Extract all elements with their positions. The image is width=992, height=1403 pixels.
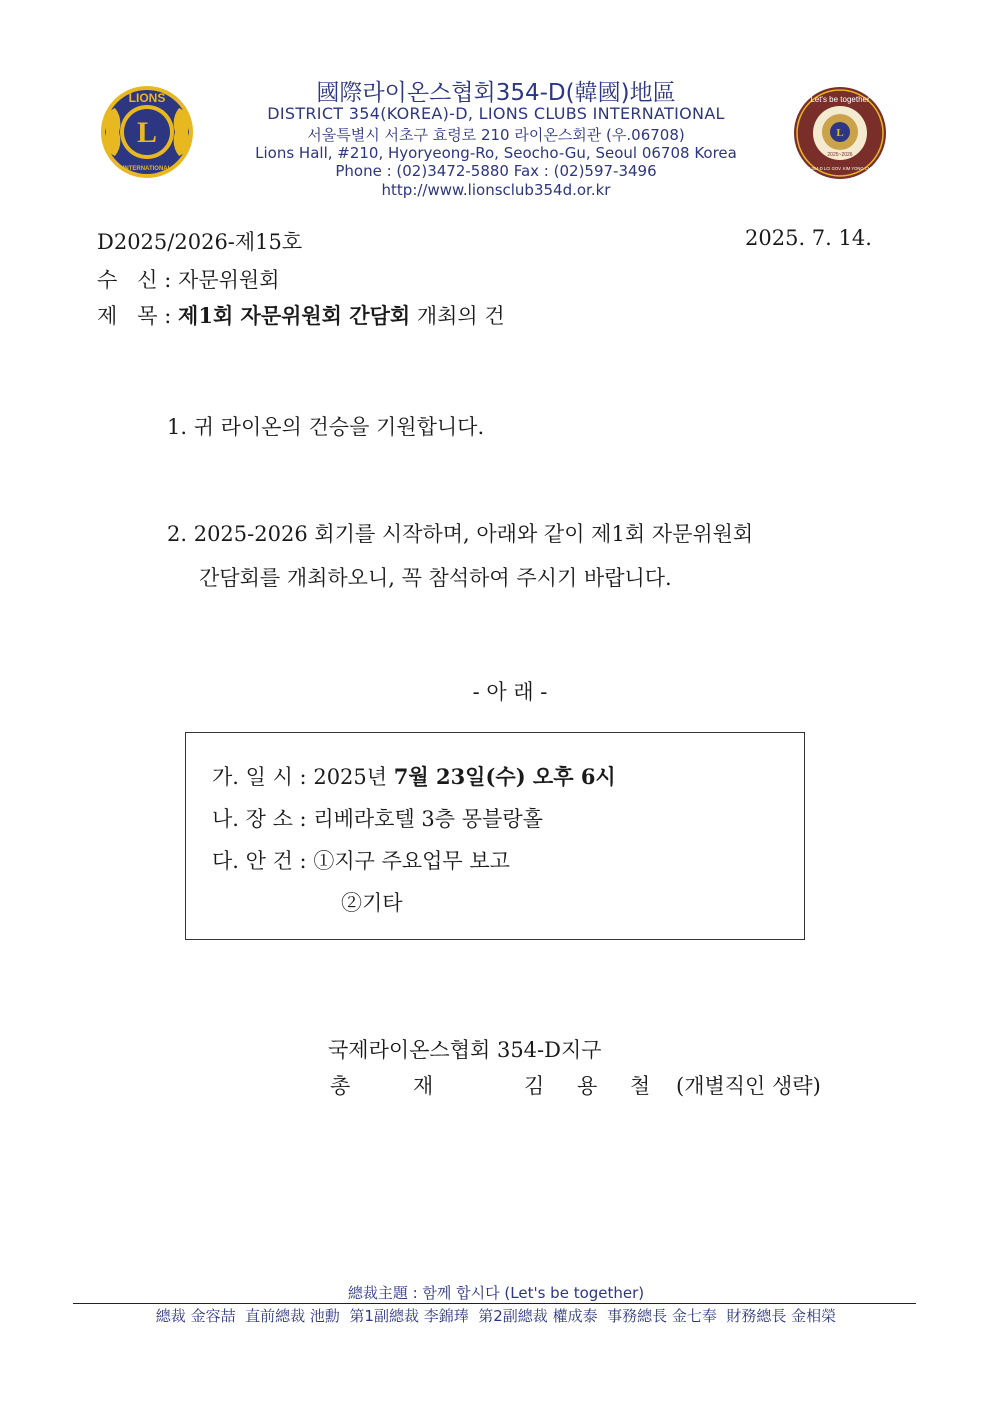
document-number: D2025/2026-제15호 [97, 230, 303, 254]
footer-motto: 總裁主題 : 함께 합시다 (Let's be together) [347, 1284, 645, 1302]
logo-top-text: LIONS [128, 91, 166, 105]
subject-row [97, 300, 505, 330]
signature-title: 총 재 [330, 1074, 434, 1098]
paragraph-1: 1. 귀 라이온의 건승을 기원합니다. [167, 415, 485, 439]
datetime-label: 가. 일 시 : [212, 765, 307, 789]
datetime-plain: 2025년 [313, 765, 388, 789]
address-ko: 서울특별시 서초구 효령로 210 라이온스회관 (우.06708) [307, 126, 685, 144]
seal-top-text: Let's be together [810, 95, 870, 104]
detail-agenda [212, 845, 510, 875]
document-date: 2025. 7. 14. [745, 226, 872, 250]
detail-datetime [212, 761, 616, 791]
seal-year: 2025~2026 [827, 152, 853, 158]
footer-divider [73, 1303, 916, 1304]
place-value: 리베라호텔 3층 몽블랑홀 [313, 807, 543, 831]
paragraph-2-line-2: 간담회를 개최하오니, 꼭 참석하여 주시기 바랍니다. [199, 566, 672, 590]
subject-label: 제 목 : [97, 304, 172, 328]
org-name-en: DISTRICT 354(KOREA)-D, LIONS CLUBS INTERNATIONAL [267, 104, 725, 123]
detail-place [212, 803, 543, 833]
seal-letter: L [836, 127, 844, 139]
logo-bottom-text: INTERNATIONAL [122, 166, 172, 172]
address-en: Lions Hall, #210, Hyoryeong-Ro, Seocho-Gu, Seoul 06708 Korea [255, 144, 737, 162]
footer-officers: 總裁 金容喆 直前總裁 池勳 第1副總裁 李錦琫 第2副總裁 權成泰 事務總長 金七奉 財務總長 金相榮 [155, 1307, 837, 1325]
recipient-value: 자문위원회 [178, 268, 280, 292]
place-label: 나. 장 소 : [212, 807, 307, 831]
details-box [185, 732, 805, 940]
signature-org: 국제라이온스협회 354-D지구 [328, 1038, 602, 1062]
below-heading: - 아 래 - [472, 680, 548, 704]
recipient-row [97, 264, 279, 294]
recipient-label: 수 신 : [97, 268, 172, 292]
subject-bold: 제1회 자문위원회 간담회 [178, 303, 411, 328]
lions-international-logo [97, 84, 197, 180]
paragraph-2-line-1: 2. 2025-2026 회기를 시작하며, 아래와 같이 제1회 자문위원회 [167, 522, 754, 546]
agenda-label: 다. 안 건 : [212, 849, 307, 873]
signature-note: (개별직인 생략) [676, 1074, 821, 1098]
phone-fax: Phone : (02)3472-5880 Fax : (02)597-3496 [335, 162, 657, 180]
seal-bottom-text: DIST 354-D LCI GOV. KIM YONG CHEOL [800, 166, 880, 171]
signature-name: 김 용 철 [524, 1074, 651, 1098]
district-governor-seal [792, 86, 888, 180]
agenda-item-1: ①지구 주요업무 보고 [313, 849, 510, 873]
datetime-bold: 7월 23일(수) 오후 6시 [393, 764, 616, 789]
website-link[interactable]: http://www.lionsclub354d.or.kr [381, 181, 611, 199]
logo-letter-l: L [136, 116, 158, 149]
org-name-ko: 國際라이온스협회354-D(韓國)地區 [316, 80, 676, 106]
subject-rest: 개최의 건 [416, 304, 505, 328]
agenda-item-2: ②기타 [341, 891, 403, 915]
